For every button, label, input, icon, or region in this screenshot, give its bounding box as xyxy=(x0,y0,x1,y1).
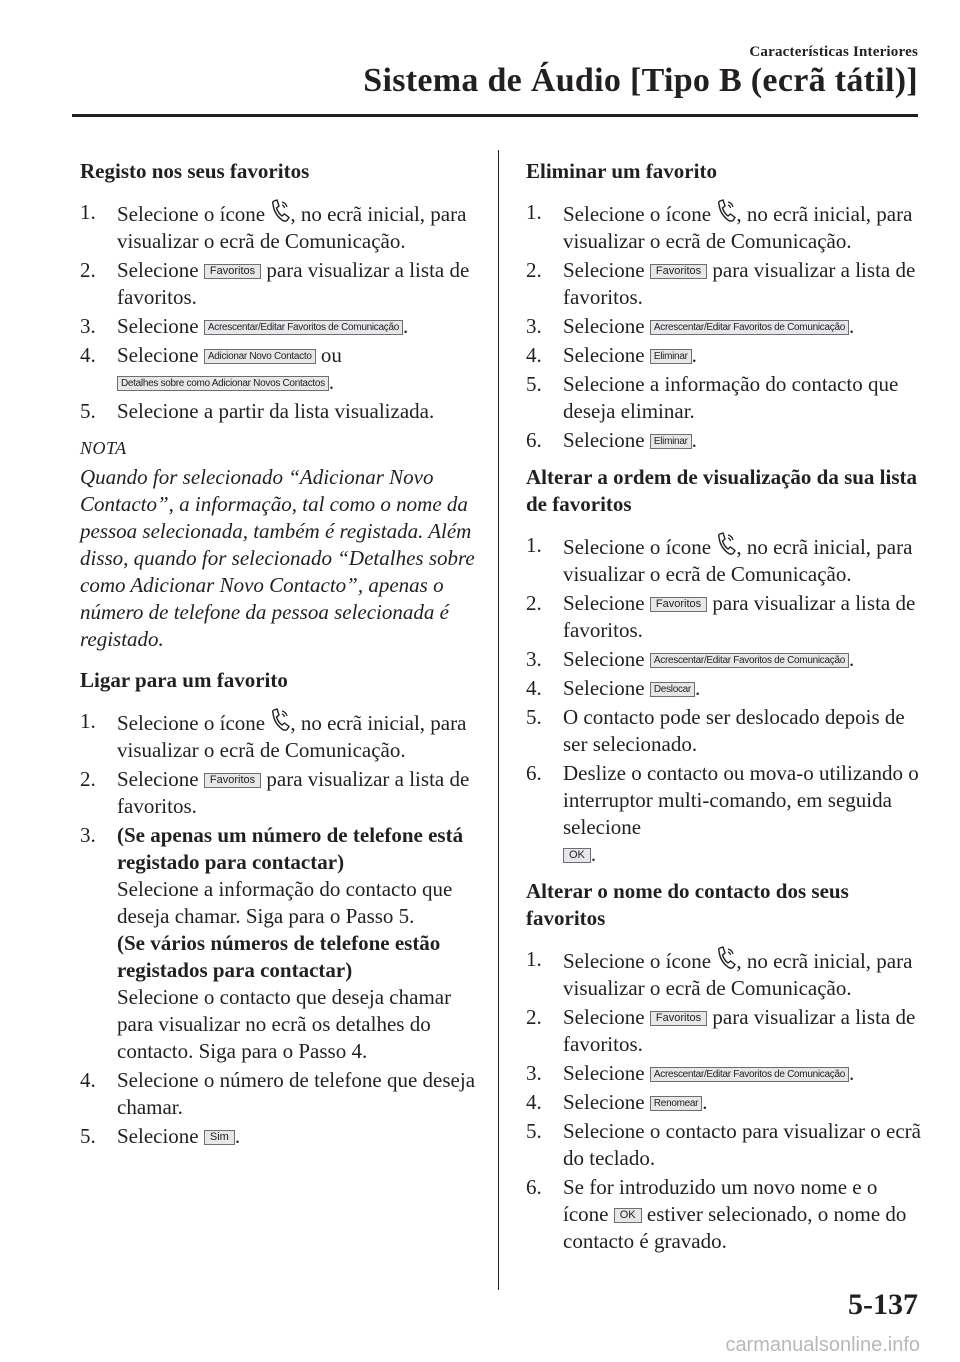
step-text-part: Selecione xyxy=(563,343,645,367)
step-text-part: Se for introduzido um novo nome e o ícone xyxy=(563,1175,878,1226)
right-column xyxy=(526,158,926,1265)
left-column xyxy=(80,158,485,1160)
step-number: 5. xyxy=(526,705,542,729)
step-text xyxy=(563,532,926,588)
step-text: Selecione a partir da lista visualizada. xyxy=(117,399,435,423)
step-item xyxy=(526,427,926,454)
step-number: 2. xyxy=(526,591,542,615)
note-text: Quando for selecionado “Adicionar Novo Contacto”, a informação, tal como o nome da pessoa selecionada, também é registada. Além disso, quando for selecionado “Detalhes sobre como Adicionar Novo Contacto”, apenas o número de telefone da pessoa selecionada é registado. xyxy=(80,465,475,651)
step-text-part: para visualizar a lista de favoritos. xyxy=(563,591,916,642)
step-item xyxy=(526,342,926,369)
phone-icon xyxy=(270,199,290,223)
step-text xyxy=(563,427,926,454)
step-item xyxy=(526,1118,926,1172)
favoritos-button[interactable]: Favoritos xyxy=(650,597,707,612)
step-text-part: Selecione o contacto que deseja chamar para visualizar no ecrã os detalhes do contacto. Siga para o Passo 4. xyxy=(117,985,452,1063)
step-text-part: Selecione xyxy=(563,258,645,282)
step-text-part: , no ecrã inicial, para visualizar o ecrã de Comunicação. xyxy=(117,711,467,762)
step-text xyxy=(117,822,485,1065)
step-text-part: Selecione xyxy=(117,258,199,282)
step-text-part: Selecione xyxy=(117,314,199,338)
step-text xyxy=(563,1004,926,1058)
steps-registo xyxy=(80,199,485,425)
favoritos-button[interactable]: Favoritos xyxy=(204,264,261,279)
step-number: 6. xyxy=(526,1175,542,1199)
step-item xyxy=(526,946,926,1002)
step-text-part: Selecione o ícone xyxy=(117,711,266,735)
header-rule xyxy=(72,114,918,117)
step-text-part: Selecione xyxy=(563,314,645,338)
step-item xyxy=(526,199,926,255)
step-text-part: para visualizar a lista de favoritos. xyxy=(563,258,916,309)
eliminar-button[interactable]: Eliminar xyxy=(650,434,692,449)
step-text xyxy=(117,342,485,396)
phone-icon xyxy=(716,532,736,556)
step-item xyxy=(80,342,485,396)
step-text-part: Selecione o ícone xyxy=(117,202,266,226)
step-item xyxy=(526,313,926,340)
step-text-part: Selecione xyxy=(117,343,199,367)
watermark: carmanualsonline.info xyxy=(725,1334,920,1356)
step-text xyxy=(563,257,926,311)
section-heading-ordem: Alterar a ordem de visualização da sua lista de favoritos xyxy=(526,465,918,516)
step-number: 3. xyxy=(80,823,96,847)
header-subtitle: Características Interiores xyxy=(749,44,918,60)
ok-button[interactable]: OK xyxy=(563,848,591,863)
step-number: 6. xyxy=(526,761,542,785)
step-text xyxy=(117,766,485,820)
step-item xyxy=(526,257,926,311)
step-text-part: estiver selecionado, o nome do contacto é gravado. xyxy=(563,1202,907,1253)
renomear-button[interactable]: Renomear xyxy=(650,1096,702,1111)
acrescentar-editar-favoritos-button[interactable]: Acrescentar/Editar Favoritos de Comunicação xyxy=(650,653,849,668)
step-text xyxy=(563,313,926,340)
step-text xyxy=(117,199,485,255)
step-text-part: , no ecrã inicial, para visualizar o ecrã de Comunicação. xyxy=(117,202,467,253)
step-text: Selecione o número de telefone que deseja chamar. xyxy=(117,1068,476,1119)
step-number: 6. xyxy=(526,428,542,452)
step-item xyxy=(80,313,485,340)
step-text-part: Selecione xyxy=(563,591,645,615)
favoritos-button[interactable]: Favoritos xyxy=(204,773,261,788)
step-text-part: . xyxy=(691,343,697,367)
step-text xyxy=(117,1123,485,1150)
phone-icon xyxy=(270,708,290,732)
step-item xyxy=(80,1067,485,1121)
phone-icon xyxy=(716,946,736,970)
step-text-part: , no ecrã inicial, para visualizar o ecrã de Comunicação. xyxy=(563,949,913,1000)
step-text xyxy=(563,646,926,673)
step-text-part: , no ecrã inicial, para visualizar o ecrã de Comunicação. xyxy=(563,202,913,253)
step-text-part: . xyxy=(328,370,335,394)
step-item xyxy=(80,822,485,1065)
sim-button[interactable]: Sim xyxy=(204,1130,235,1145)
step-item xyxy=(526,1060,926,1087)
step-text xyxy=(563,946,926,1002)
step-text-part: Deslize o contacto ou mova-o utilizando o interruptor multi-comando, em seguida selecione xyxy=(563,761,919,839)
step-item xyxy=(80,199,485,255)
step-number: 5. xyxy=(80,1124,96,1148)
step-text-part: . xyxy=(848,314,855,338)
column-divider xyxy=(498,150,499,1290)
note-label: NOTA xyxy=(80,438,127,458)
step-text-part: Selecione xyxy=(117,1124,199,1148)
header-title: Sistema de Áudio [Tipo B (ecrã tátil)] xyxy=(363,62,918,99)
detalhes-adicionar-contactos-button[interactable]: Detalhes sobre como Adicionar Novos Contactos xyxy=(117,376,329,391)
section-heading-ligar: Ligar para um favorito xyxy=(80,668,288,692)
acrescentar-editar-favoritos-button[interactable]: Acrescentar/Editar Favoritos de Comunicação xyxy=(650,320,849,335)
step-text xyxy=(563,1174,926,1255)
steps-ligar xyxy=(80,708,485,1150)
step-number: 2. xyxy=(526,1005,542,1029)
step-text-part: para visualizar a lista de favoritos. xyxy=(563,1005,916,1056)
step-number: 3. xyxy=(526,647,542,671)
step-text-part: para visualizar a lista de favoritos. xyxy=(117,767,470,818)
step-number: 4. xyxy=(80,1068,96,1092)
ok-button[interactable]: OK xyxy=(614,1208,642,1223)
step-text xyxy=(117,313,485,340)
step-number: 1. xyxy=(80,200,96,224)
favoritos-button[interactable]: Favoritos xyxy=(650,1011,707,1026)
step-text xyxy=(117,708,485,764)
step-text xyxy=(117,257,485,311)
step-item xyxy=(80,257,485,311)
step-text-part: Selecione o ícone xyxy=(563,202,712,226)
step-text xyxy=(563,1060,926,1087)
step-condition: (Se apenas um número de telefone está registado para contactar) xyxy=(117,823,464,874)
favoritos-button[interactable]: Favoritos xyxy=(650,264,707,279)
section-heading-eliminar: Eliminar um favorito xyxy=(526,159,717,183)
step-number: 1. xyxy=(526,947,542,971)
step-item xyxy=(526,1089,926,1116)
step-number: 4. xyxy=(526,343,542,367)
step-text-part: Selecione xyxy=(563,428,645,452)
step-text-part: . xyxy=(848,647,855,671)
step-number: 3. xyxy=(80,314,96,338)
step-text-part: . xyxy=(402,314,409,338)
step-text xyxy=(563,760,926,868)
step-number: 2. xyxy=(80,767,96,791)
step-item xyxy=(526,532,926,588)
step-item xyxy=(526,1004,926,1058)
section-heading-registo: Registo nos seus favoritos xyxy=(80,159,310,183)
step-text-part: . xyxy=(702,1090,708,1114)
step-number: 4. xyxy=(526,676,542,700)
step-item xyxy=(526,704,926,758)
step-text-part: . xyxy=(691,428,697,452)
step-text-part: Selecione xyxy=(563,1005,645,1029)
step-item xyxy=(526,1174,926,1255)
step-text: O contacto pode ser deslocado depois de ser selecionado. xyxy=(563,705,905,756)
step-text-part: para visualizar a lista de favoritos. xyxy=(117,258,470,309)
deslocar-button[interactable]: Deslocar xyxy=(650,682,695,697)
step-number: 2. xyxy=(80,258,96,282)
step-text xyxy=(563,199,926,255)
step-number: 1. xyxy=(526,533,542,557)
step-item xyxy=(80,398,485,425)
acrescentar-editar-favoritos-button[interactable]: Acrescentar/Editar Favoritos de Comunicação xyxy=(650,1067,849,1082)
page-number: 5-137 xyxy=(848,1288,918,1321)
step-text xyxy=(563,1089,926,1116)
step-number: 3. xyxy=(526,1061,542,1085)
step-text-part: Selecione a informação do contacto que deseja chamar. Siga para o Passo 5. xyxy=(117,877,453,928)
step-text xyxy=(563,590,926,644)
step-item xyxy=(80,1123,485,1150)
step-number: 1. xyxy=(80,709,96,733)
step-item xyxy=(526,760,926,868)
step-text-part: Selecione xyxy=(117,767,199,791)
step-text xyxy=(563,342,926,369)
step-item xyxy=(526,590,926,644)
steps-ordem xyxy=(526,532,926,868)
step-text-part: ou xyxy=(320,343,342,367)
step-text-part: . xyxy=(234,1124,241,1148)
step-number: 5. xyxy=(526,1119,542,1143)
step-number: 4. xyxy=(526,1090,542,1114)
step-number: 3. xyxy=(526,314,542,338)
step-text-part: Selecione xyxy=(563,1090,645,1114)
step-number: 4. xyxy=(80,343,96,367)
step-item xyxy=(526,371,926,425)
step-item xyxy=(526,675,926,702)
step-number: 2. xyxy=(526,258,542,282)
steps-nome xyxy=(526,946,926,1255)
step-number: 5. xyxy=(80,399,96,423)
step-number: 1. xyxy=(526,200,542,224)
step-text: Selecione a informação do contacto que deseja eliminar. xyxy=(563,372,899,423)
step-text-part: Selecione xyxy=(563,647,645,671)
step-text-part: , no ecrã inicial, para visualizar o ecrã de Comunicação. xyxy=(563,535,913,586)
phone-icon xyxy=(716,199,736,223)
step-text: Selecione o contacto para visualizar o ecrã do teclado. xyxy=(563,1119,921,1170)
step-item xyxy=(526,646,926,673)
step-text-part: Selecione xyxy=(563,1061,645,1085)
step-text-part: . xyxy=(694,676,701,700)
step-text-part: . xyxy=(590,842,597,866)
step-text-part: Selecione xyxy=(563,676,645,700)
step-item xyxy=(80,766,485,820)
step-text-part: Selecione o ícone xyxy=(563,949,712,973)
steps-eliminar xyxy=(526,199,926,454)
step-text xyxy=(563,675,926,702)
section-heading-nome: Alterar o nome do contacto dos seus favoritos xyxy=(526,879,849,930)
eliminar-button[interactable]: Eliminar xyxy=(650,349,692,364)
acrescentar-editar-favoritos-button[interactable]: Acrescentar/Editar Favoritos de Comunicação xyxy=(204,320,403,335)
step-text-part: . xyxy=(848,1061,855,1085)
step-condition: (Se vários números de telefone estão registados para contactar) xyxy=(117,931,441,982)
step-text-part: Selecione o ícone xyxy=(563,535,712,559)
step-item xyxy=(80,708,485,764)
step-number: 5. xyxy=(526,372,542,396)
adicionar-novo-contacto-button[interactable]: Adicionar Novo Contacto xyxy=(204,349,316,364)
